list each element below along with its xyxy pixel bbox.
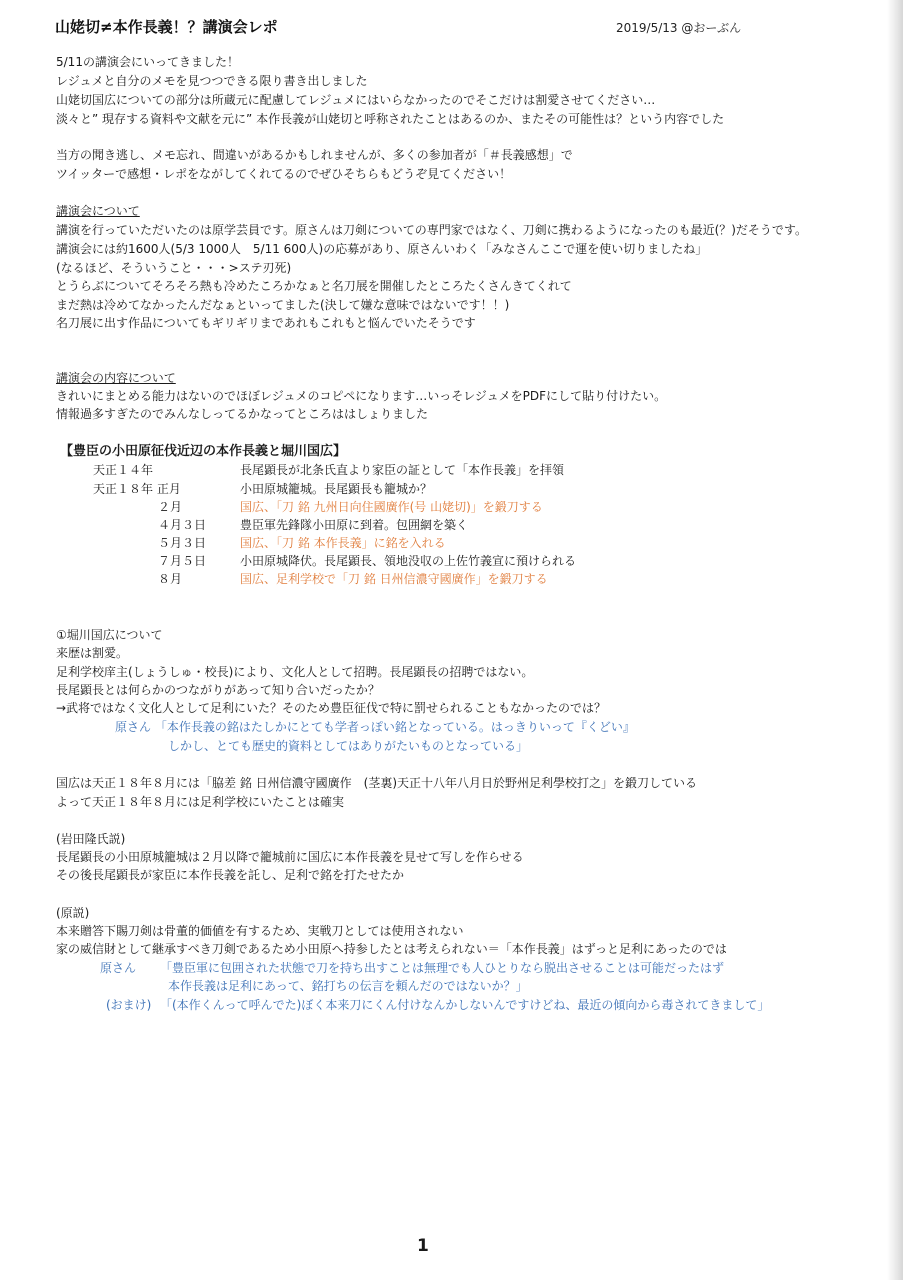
- page-number: 1: [417, 1236, 429, 1256]
- quote-line: 原さん 「本作長義の銘はたしかにとても学者っぽい銘となっている。はっきりいって『くどい』: [115, 720, 635, 734]
- kunihiro-line: →武将ではなく文化人として足利にいた？そのため豊臣征伐で特に罰せられることもなかったのでは？: [56, 701, 607, 715]
- quote-speaker: (おまけ): [106, 998, 152, 1012]
- hara-line: 本来贈答下賜刀剣は骨董的価値を有するため、実戦刀としては使用されない: [56, 924, 464, 938]
- about-line: (なるほど、そういうこと・・・>ステ刃死): [56, 261, 292, 275]
- timeline-date: 天正１８年 正月: [93, 482, 181, 496]
- intro-line: レジュメと自分のメモを見つつできる限り書き出しました: [56, 74, 368, 88]
- quote-line: 本作長義は足利にあって、銘打ちの伝言を頼んだのではないか？」: [168, 979, 528, 993]
- hara-heading: (原説): [56, 906, 90, 920]
- about-line: 名刀展に出す作品についてもギリギリまであれもこれもと悩んでいたそうです: [56, 316, 476, 330]
- kunihiro-line: 長尾顕長とは何らかのつながりがあって知り合いだったか？: [56, 683, 380, 697]
- content-line: きれいにまとめる能力はないのでほぼレジュメのコピペになります…いっそレジュメをPDFにして貼り付けたい。: [56, 389, 667, 403]
- about-line: 講演会には約1600人(5/3 1000人 5/11 600人)の応募があり、原さんいわく「みなさんここで運を使い切りましたね」: [56, 242, 708, 256]
- quote-line: 「(本作くんって呼んでた)ぼく本来刀にくん付けなんかしないんですけどね、最近の傾向から毒されてきまして」: [160, 998, 770, 1012]
- page-edge-shadow: [887, 0, 903, 1280]
- timeline-event-highlight: 国広、「刀 銘 本作長義」に銘を入れる: [240, 536, 446, 550]
- kunihiro-line: よって天正１８年８月には足利学校にいたことは確実: [56, 795, 345, 809]
- kunihiro-line: 来歴は割愛。: [56, 646, 129, 660]
- timeline-event-highlight: 国広、「刀 銘 九州日向住國廣作(号 山姥切)」を鍛刀する: [240, 500, 543, 514]
- timeline-event-highlight: 国広、足利学校で「刀 銘 日州信濃守國廣作」を鍛刀する: [240, 572, 548, 586]
- iwata-line: その後長尾顕長が家臣に本作長義を託し、足利で銘を打たせたか: [56, 868, 405, 882]
- timeline-event: 小田原城籠城。長尾顕長も籠城か？: [240, 482, 433, 496]
- timeline-date: ７月５日: [158, 554, 207, 568]
- about-heading: 講演会について: [56, 204, 140, 218]
- note-line: 当方の聞き逃し、メモ忘れ、間違いがあるかもしれませんが、多くの参加者が「＃長義感想」で: [56, 148, 573, 162]
- quote-speaker: 原さん: [100, 961, 137, 975]
- about-line: 講演を行っていただいたのは原学芸員です。原さんは刀剣についての専門家ではなく、刀剣に携わるようになったのも最近(？)だそうです。: [56, 223, 807, 237]
- timeline-event: 長尾顕長が北条氏直より家臣の証として「本作長義」を拝領: [240, 463, 565, 477]
- document-title: 山姥切≠本作長義！？講演会レポ: [55, 18, 278, 36]
- kunihiro-line: 足利学校庠主(しょうしゅ・校長)により、文化人として招聘。長尾顕長の招聘ではない。: [56, 665, 534, 679]
- document-date: 2019/5/13 @おーぶん: [616, 21, 742, 35]
- timeline-date: 天正１４年: [93, 463, 154, 477]
- timeline-date: ５月３日: [158, 536, 207, 550]
- intro-line: 5/11の講演会にいってきました！: [56, 55, 239, 69]
- timeline-date: ４月３日: [158, 518, 207, 532]
- timeline-date: ２月: [158, 500, 183, 514]
- iwata-heading: (岩田隆氏説): [56, 832, 126, 846]
- quote-line: 「豊臣軍に包囲された状態で刀を持ち出すことは無理でも人ひとりなら脱出させることは可能だったはず: [160, 961, 725, 975]
- hara-line: 家の威信財として継承すべき刀剣であるため小田原へ持参したとは考えられない＝「本作長義」はずっと足利にあったのでは: [56, 942, 727, 956]
- kunihiro-heading: ①堀川国広について: [56, 628, 163, 642]
- timeline-date: ８月: [158, 572, 183, 586]
- timeline-event: 豊臣軍先鋒隊小田原に到着。包囲網を築く: [240, 518, 469, 532]
- about-line: まだ熱は冷めてなかったんだなぁといってました(決して嫌な意味ではないです！！): [56, 298, 510, 312]
- kunihiro-line: 国広は天正１８年８月には「脇差 銘 日州信濃守國廣作 (茎裏)天正十八年八月日於野州足利學校打之」を鍛刀している: [56, 776, 697, 790]
- quote-line: しかし、とても歴史的資料としてはありがたいものとなっている」: [168, 739, 529, 753]
- note-line: ツイッターで感想・レポをながしてくれてるのでぜひそちらもどうぞ見てください！: [56, 167, 512, 181]
- timeline-event: 小田原城降伏。長尾顕長、領地没収の上佐竹義宣に預けられる: [240, 554, 577, 568]
- content-line: 情報過多すぎたのでみんなしってるかなってところははしょりました: [56, 407, 429, 421]
- about-line: とうらぶについてそろそろ熱も冷めたころかなぁと名刀展を開催したところたくさんきてくれて: [56, 279, 572, 293]
- intro-line: 山姥切国広についての部分は所蔵元に配慮してレジュメにはいらなかったのでそこだけは割愛させてください…: [56, 93, 656, 107]
- section-heading: 【豊臣の小田原征伐近辺の本作長義と堀川国広】: [60, 444, 347, 459]
- iwata-line: 長尾顕長の小田原城籠城は２月以降で籠城前に国広に本作長義を見せて写しを作らせる: [56, 850, 524, 864]
- content-heading: 講演会の内容について: [56, 371, 176, 385]
- intro-line: 淡々と” 現存する資料や文献を元に” 本作長義が山姥切と呼称されたことはあるのか、またその可能性は？という内容でした: [56, 112, 725, 126]
